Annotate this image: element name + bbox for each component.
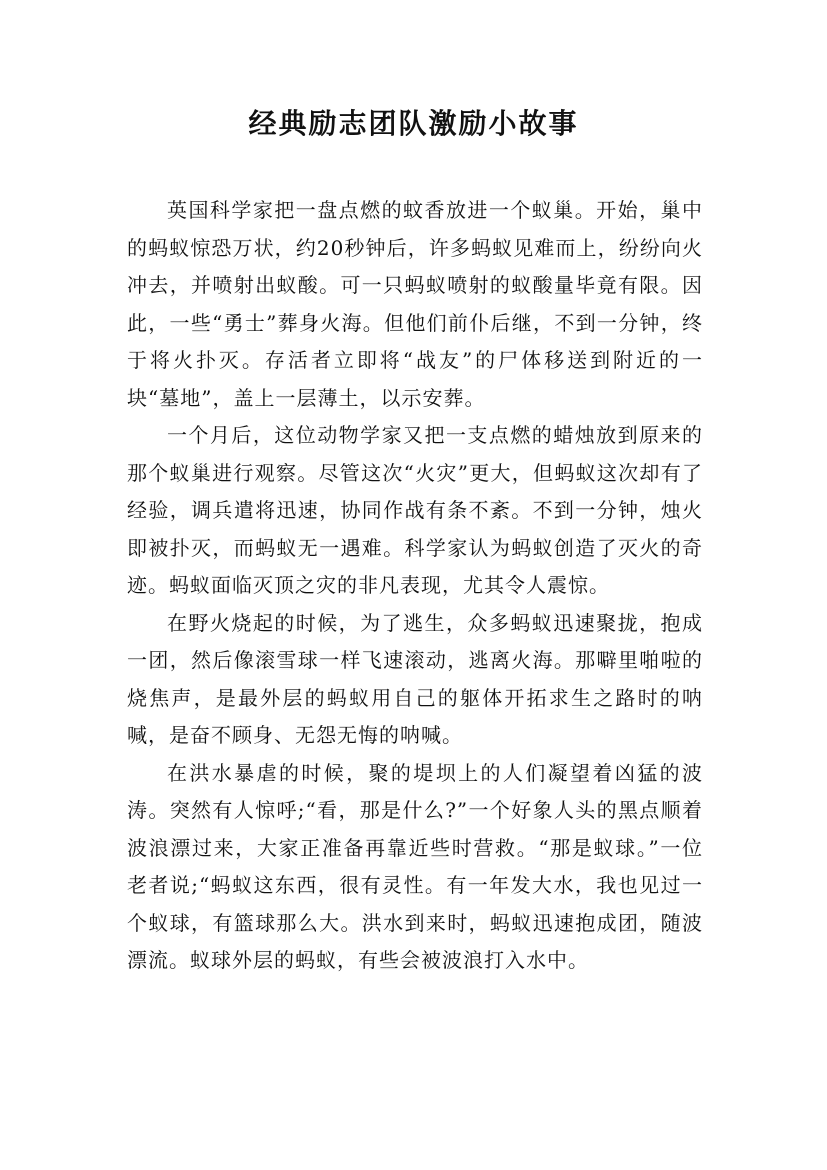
paragraph-1: 英国科学家把一盘点燃的蚊香放进一个蚁巢。开始，巢中的蚂蚁惊恐万状，约20秒钟后，许多蚂蚁见难而上，纷纷向火冲去，并喷射出蚁酸。可一只蚂蚁喷射的蚁酸量毕竟有限。因此，一些“勇士”葬身火海。但他们前仆后继，不到一分钟，终于将火扑灭。存活者立即将“战友”的尸体移送到附近的一块“墓地”，盖上一层薄土，以示安葬。: [127, 198, 703, 410]
paragraph-3: 在野火烧起的时候，为了逃生，众多蚂蚁迅速聚拢，抱成一团，然后像滚雪球一样飞速滚动，逃离火海。那噼里啪啦的烧焦声，是最外层的蚂蚁用自己的躯体开拓求生之路时的呐喊，是奋不顾身、无怨无悔的呐喊。: [127, 610, 703, 747]
paragraph-2: 一个月后，这位动物学家又把一支点燃的蜡烛放到原来的那个蚁巢进行观察。尽管这次“火灾”更大，但蚂蚁这次却有了经验，调兵遣将迅速，协同作战有条不紊。不到一分钟，烛火即被扑灭，而蚂蚁无一遇难。科学家认为蚂蚁创造了灭火的奇迹。蚂蚁面临灭顶之灾的非凡表现，尤其令人震惊。: [127, 423, 703, 597]
paragraph-4: 在洪水暴虐的时候，聚的堤坝上的人们凝望着凶猛的波涛。突然有人惊呼;“看，那是什么?”一个好象人头的黑点顺着波浪漂过来，大家正准备再靠近些时营救。“那是蚁球。”一位老者说;“蚂蚁这东西，很有灵性。有一年发大水，我也见过一个蚁球，有篮球那么大。洪水到来时，蚂蚁迅速抱成团，随波漂流。蚁球外层的蚂蚁，有些会被波浪打入水中。: [127, 760, 703, 972]
document-body: [127, 192, 703, 980]
document-title: 经典励志团队激励小故事: [248, 107, 579, 140]
